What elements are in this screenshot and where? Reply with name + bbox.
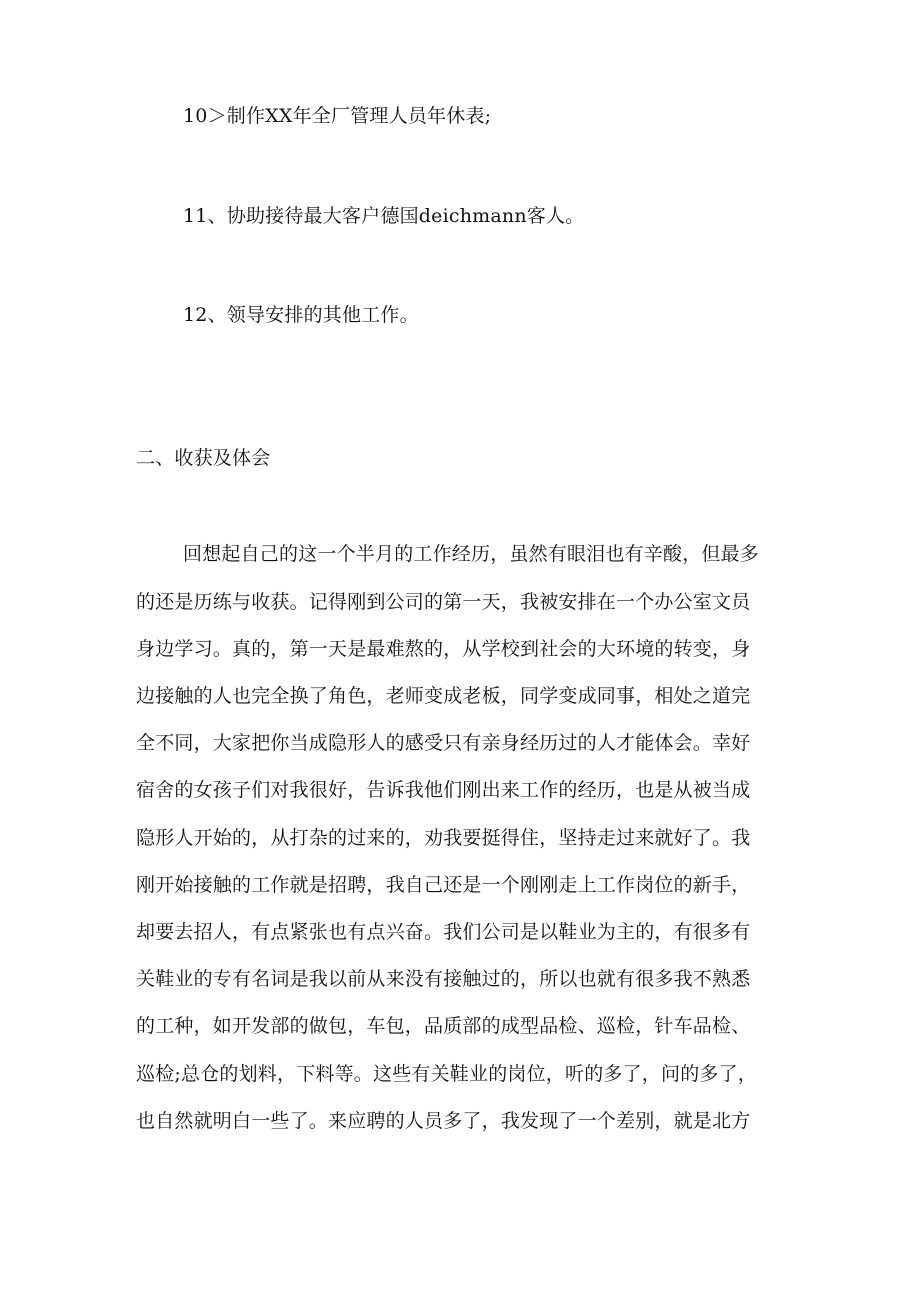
paragraph-line: 的还是历练与收获。记得刚到公司的第一天，我被安排在一个办公室文员 xyxy=(136,591,751,613)
paragraph-line: 巡检;总仓的划料，下料等。这些有关鞋业的岗位，听的多了，问的多了， xyxy=(136,1063,758,1085)
paragraph-line: 隐形人开始的，从打杂的过来的，劝我要挺得住，坚持走过来就好了。我 xyxy=(136,827,751,849)
paragraph-line: 也自然就明白一些了。来应聘的人员多了，我发现了一个差别，就是北方 xyxy=(136,1110,751,1132)
paragraph-line: 刚开始接触的工作就是招聘，我自己还是一个刚刚走上工作岗位的新手， xyxy=(136,874,751,896)
paragraph-line: 关鞋业的专有名词是我以前从来没有接触过的，所以也就有很多我不熟悉 xyxy=(136,968,751,990)
paragraph-line: 身边学习。真的，第一天是最难熬的，从学校到社会的大环境的转变，身 xyxy=(136,638,751,660)
paragraph-line: 回想起自己的这一个半月的工作经历，虽然有眼泪也有辛酸，但最多 xyxy=(183,543,760,565)
list-item-12: 12、领导安排的其他工作。 xyxy=(183,304,419,326)
list-item-11: 11、协助接待最大客户德国deichmann客人。 xyxy=(183,205,585,227)
paragraph-line: 却要去招人，有点紧张也有点兴奋。我们公司是以鞋业为主的，有很多有 xyxy=(136,921,751,943)
paragraph-line: 边接触的人也完全换了角色，老师变成老板，同学变成同事，相处之道完 xyxy=(136,685,751,707)
section-heading: 二、收获及体会 xyxy=(136,447,271,469)
paragraph-line: 的工种，如开发部的做包，车包，品质部的成型品检、巡检，针车品检、 xyxy=(136,1015,751,1037)
paragraph-line: 宿舍的女孩子们对我很好，告诉我他们刚出来工作的经历，也是从被当成 xyxy=(136,779,751,801)
paragraph-line: 全不同，大家把你当成隐形人的感受只有亲身经历过的人才能体会。幸好 xyxy=(136,732,751,754)
list-item-10: 10＞制作XX年全厂管理人员年休表; xyxy=(183,105,492,127)
